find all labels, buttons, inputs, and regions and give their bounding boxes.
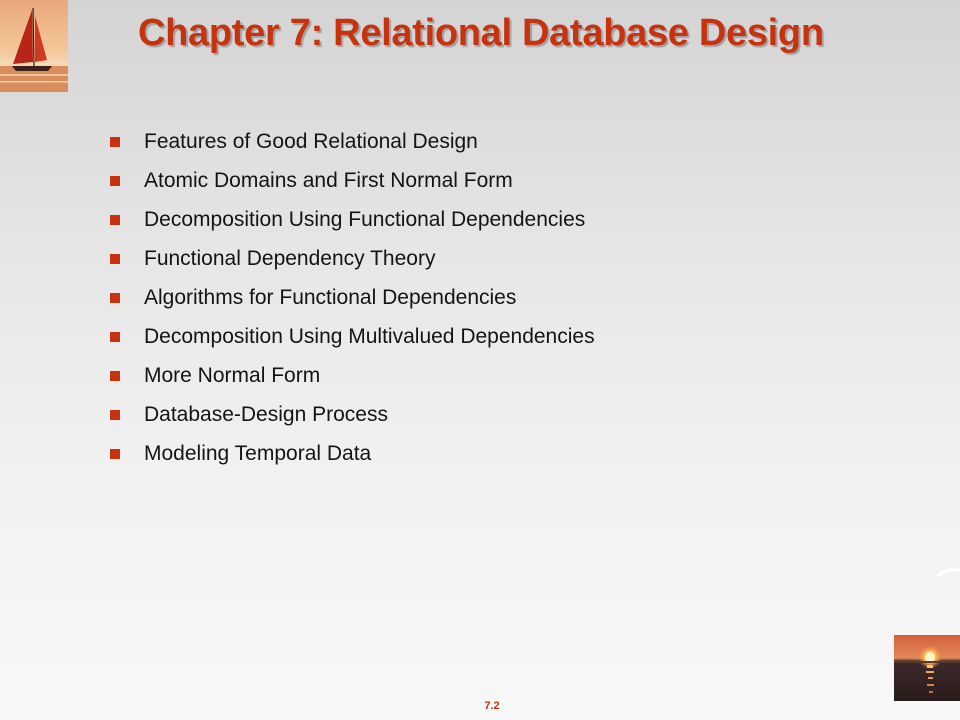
bullet-item (108, 126, 595, 165)
square-bullet-icon (110, 254, 120, 264)
bullet-text: Algorithms for Functional Dependencies (144, 286, 517, 309)
square-bullet-icon (110, 449, 120, 459)
page-number: 7.2 (484, 700, 500, 712)
square-bullet-icon (110, 332, 120, 342)
sailboat-icon (0, 0, 68, 92)
bullet-item (108, 438, 595, 477)
bullet-text: Atomic Domains and First Normal Form (144, 169, 513, 192)
bullet-item (108, 399, 595, 438)
square-bullet-icon (110, 176, 120, 186)
bullet-item (108, 165, 595, 204)
square-bullet-icon (110, 215, 120, 225)
bullet-text: Modeling Temporal Data (144, 442, 372, 465)
bullet-text: Decomposition Using Functional Dependencies (144, 208, 586, 231)
bullet-text: Decomposition Using Multivalued Dependencies (144, 325, 595, 348)
bullet-text: Functional Dependency Theory (144, 247, 436, 270)
bullet-list (108, 126, 595, 477)
bullet-item (108, 321, 595, 360)
slide-title: Chapter 7: Relational Database Design (138, 12, 824, 54)
bullet-item (108, 243, 595, 282)
swoosh-decoration (936, 566, 960, 580)
sunset-icon (894, 635, 960, 701)
bullet-item (108, 204, 595, 243)
square-bullet-icon (110, 410, 120, 420)
bullet-text: Features of Good Relational Design (144, 130, 478, 153)
square-bullet-icon (110, 371, 120, 381)
bullet-text: Database-Design Process (144, 403, 388, 426)
bullet-item (108, 282, 595, 321)
square-bullet-icon (110, 293, 120, 303)
bullet-text: More Normal Form (144, 364, 321, 387)
bullet-item (108, 360, 595, 399)
square-bullet-icon (110, 137, 120, 147)
